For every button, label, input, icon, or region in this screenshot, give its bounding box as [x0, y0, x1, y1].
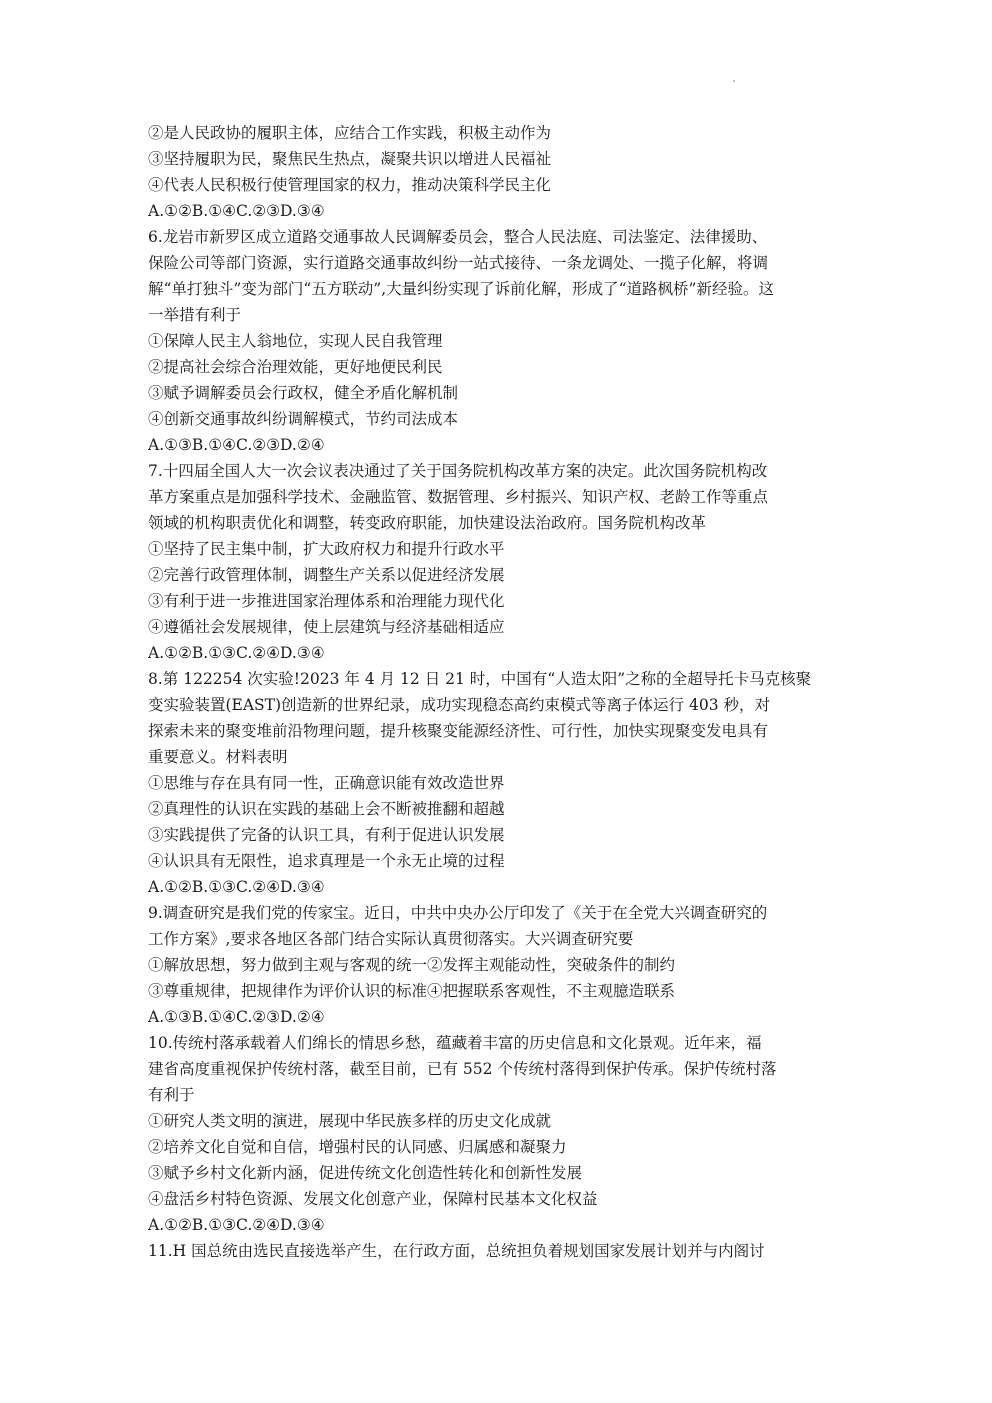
- text-line: 重要意义。材料表明: [148, 748, 288, 766]
- text-line: ④遵循社会发展规律，使上层建筑与经济基础相适应: [148, 618, 505, 636]
- text-line: 变实验装置(EAST)创造新的世界纪录，成功实现稳态高约束模式等离子体运行 403 秒，对: [148, 696, 771, 714]
- text-line: 解“单打独斗”变为部门“五方联动”,大量纠纷实现了诉前化解，形成了“道路枫桥”新经验。这: [148, 280, 774, 298]
- text-line: A.①②B.①③C.②④D.③④: [148, 644, 325, 662]
- text-line: ②是人民政协的履职主体，应结合工作实践，积极主动作为: [148, 124, 552, 142]
- text-line: ②培养文化自觉和自信，增强村民的认同感、归属感和凝聚力: [148, 1138, 567, 1156]
- text-line: ②真理性的认识在实践的基础上会不断被推翻和超越: [148, 800, 505, 818]
- text-line: A.①②B.①③C.②④D.③④: [148, 878, 325, 896]
- text-line: 探索未来的聚变堆前沿物理问题，提升核聚变能源经济性、可行性，加快实现聚变发电具有: [148, 722, 769, 740]
- text-line: 领域的机构职责优化和调整，转变政府职能，加快建设法治政府。国务院机构改革: [148, 514, 707, 532]
- text-line: ③有利于进一步推进国家治理体系和治理能力现代化: [148, 592, 505, 610]
- text-line: 7.十四届全国人大一次会议表决通过了关于国务院机构改革方案的决定。此次国务院机构改: [148, 462, 768, 480]
- page-speck: [733, 80, 735, 82]
- text-line: 一举措有利于: [148, 306, 242, 324]
- text-line: ④创新交通事故纠纷调解模式，节约司法成本: [148, 410, 459, 428]
- text-line: 工作方案》,要求各地区各部门结合实际认真贯彻落实。大兴调查研究要: [148, 930, 634, 948]
- text-line: 建省高度重视保护传统村落，截至目前，已有 552 个传统村落得到保护传承。保护传统村落: [148, 1060, 777, 1078]
- text-line: ③尊重规律，把规律作为评价认识的标准④把握联系客观性，不主观臆造联系: [148, 982, 676, 1000]
- text-line: ①保障人民主人翁地位，实现人民自我管理: [148, 332, 443, 350]
- text-line: ④认识具有无限性，追求真理是一个永无止境的过程: [148, 852, 505, 870]
- text-line: ③赋予乡村文化新内涵，促进传统文化创造性转化和创新性发展: [148, 1164, 583, 1182]
- text-line: ②提高社会综合治理效能，更好地便民利民: [148, 358, 443, 376]
- text-line: 8.第 122254 次实验!2023 年 4 月 12 日 21 时，中国有“人造太阳”之称的全超导托卡马克核聚: [148, 670, 812, 688]
- text-line: 有利于: [148, 1086, 195, 1104]
- text-line: ①解放思想，努力做到主观与客观的统一②发挥主观能动性，突破条件的制约: [148, 956, 676, 974]
- text-line: A.①③B.①④C.②③D.②④: [148, 436, 325, 454]
- text-line: ①研究人类文明的演进，展现中华民族多样的历史文化成就: [148, 1112, 552, 1130]
- text-line: ③坚持履职为民，聚焦民生热点，凝聚共识以增进人民福祉: [148, 150, 552, 168]
- text-line: 保险公司等部门资源，实行道路交通事故纠纷一站式接待、一条龙调处、一揽子化解，将调: [148, 254, 769, 272]
- text-line: A.①②B.①④C.②③D.③④: [148, 202, 325, 220]
- text-line: ④盘活乡村特色资源、发展文化创意产业，保障村民基本文化权益: [148, 1190, 598, 1208]
- text-line: ③实践提供了完备的认识工具，有利于促进认识发展: [148, 826, 505, 844]
- document-body: [148, 120, 844, 1264]
- text-line: A.①③B.①④C.②③D.②④: [148, 1008, 325, 1026]
- text-line: 6.龙岩市新罗区成立道路交通事故人民调解委员会，整合人民法庭、司法鉴定、法律援助、: [148, 228, 768, 246]
- text-line: A.①②B.①③C.②④D.③④: [148, 1216, 325, 1234]
- text-line: 革方案重点是加强科学技术、金融监管、数据管理、乡村振兴、知识产权、老龄工作等重点: [148, 488, 769, 506]
- text-line: ④代表人民积极行使管理国家的权力，推动决策科学民主化: [148, 176, 552, 194]
- text-line: 10.传统村落承载着人们绵长的情思乡愁，蕴藏着丰富的历史信息和文化景观。近年来，福: [148, 1034, 762, 1052]
- text-line: ③赋予调解委员会行政权，健全矛盾化解机制: [148, 384, 459, 402]
- text-line: ①坚持了民主集中制，扩大政府权力和提升行政水平: [148, 540, 505, 558]
- text-line: ①思维与存在具有同一性，正确意识能有效改造世界: [148, 774, 505, 792]
- text-line: 11.H 国总统由选民直接选举产生，在行政方面，总统担负着规划国家发展计划并与内阁讨: [148, 1242, 765, 1260]
- text-line: ②完善行政管理体制，调整生产关系以促进经济发展: [148, 566, 505, 584]
- text-line: 9.调查研究是我们党的传家宝。近日，中共中央办公厅印发了《关于在全党大兴调查研究的: [148, 904, 768, 922]
